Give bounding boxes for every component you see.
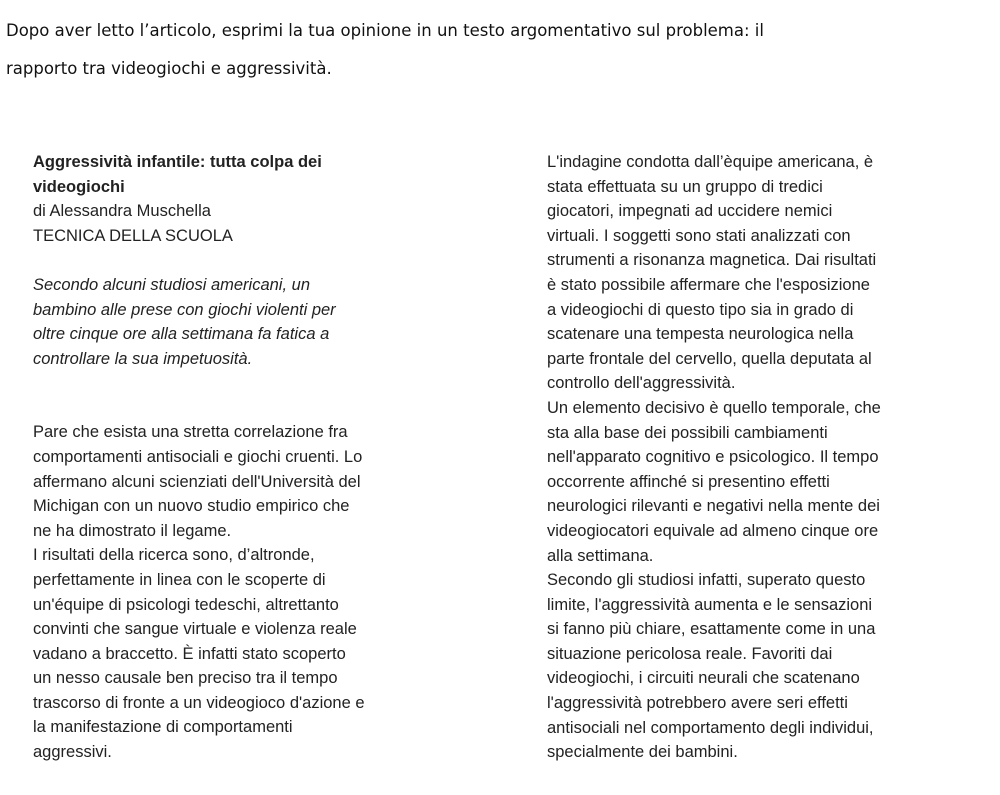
article-body-line: perfettamente in linea con le scoperte di — [33, 570, 326, 589]
article-body-line: comportamenti antisociali e giochi cruenti. Lo — [33, 447, 363, 466]
article-body-line: specialmente dei bambini. — [547, 743, 738, 762]
article-body-line: a videogiochi di questo tipo sia in grado di — [547, 300, 854, 319]
article-body-line: antisociali nel comportamento degli individui, — [547, 718, 874, 737]
article-body-line: videogiocatori equivale ad almeno cinque ore — [547, 521, 879, 540]
article-body-line: vadano a braccetto. È infatti stato scoperto — [33, 644, 346, 663]
article-body-line: giocatori, impegnati ad uccidere nemici — [547, 202, 833, 221]
article-body-line: parte frontale del cervello, quella deputata al — [547, 349, 872, 368]
article-body-line: controllo dell'aggressività. — [547, 374, 736, 393]
article-body-line: virtuali. I soggetti sono stati analizzati con — [547, 226, 851, 245]
article-body-line: aggressivi. — [33, 743, 112, 762]
article-body-line: strumenti a risonanza magnetica. Dai risultati — [547, 251, 877, 270]
instruction-line: Dopo aver letto l’articolo, esprimi la tua opinione in un testo argomentativo sul problema: il — [6, 21, 764, 40]
article-author: di Alessandra Muschella — [33, 202, 211, 221]
article-body-line: convinti che sangue virtuale e violenza reale — [33, 620, 357, 639]
article-body-line: Michigan con un nuovo studio empirico che — [33, 497, 350, 516]
article-lead-line: oltre cinque ore alla settimana fa fatica a — [33, 325, 330, 344]
article-body-line: un'équipe di psicologi tedeschi, altrettanto — [33, 595, 339, 614]
article-body-line: sta alla base dei possibili cambiamenti — [547, 423, 828, 442]
article-lead-line: bambino alle prese con giochi violenti per — [33, 300, 336, 319]
article-right-column — [547, 150, 997, 765]
article-body-line: L'indagine condotta dall’èquipe americana, è — [547, 153, 874, 171]
article-body-line: occorrente affinché si presentino effetti — [547, 472, 830, 491]
article-source: TECNICA DELLA SCUOLA — [33, 226, 233, 245]
article-body-line: I risultati della ricerca sono, d’altronde, — [33, 546, 315, 565]
article-body-line: Un elemento decisivo è quello temporale, che — [547, 398, 881, 417]
article-body-line: stata effettuata su un gruppo di tredici — [547, 177, 823, 196]
article-title — [33, 150, 513, 199]
article-body-line: Secondo gli studiosi infatti, superato questo — [547, 571, 866, 590]
article-body-line: ne ha dimostrato il legame. — [33, 521, 232, 540]
article-body-line: la manifestazione di comportamenti — [33, 718, 293, 737]
spacer — [33, 371, 513, 420]
article-body-line: nell'apparato cognitivo e psicologico. Il tempo — [547, 448, 879, 467]
article-body-left — [33, 420, 513, 764]
article-body-line: videogiochi, i circuiti neurali che scatenano — [547, 669, 860, 688]
article-body-line: si fanno più chiare, esattamente come in una — [547, 620, 876, 639]
article-lead-line: Secondo alcuni studiosi americani, un — [33, 275, 310, 294]
spacer — [33, 248, 513, 273]
article-body-line: è stato possibile affermare che l'esposizione — [547, 275, 870, 294]
article-body-line: Pare che esista una stretta correlazione fra — [33, 423, 348, 442]
article-body-line: scatenare una tempesta neurologica nella — [547, 325, 854, 344]
article-lead-line: controllare la sua impetuosità. — [33, 349, 253, 368]
article-image — [33, 150, 993, 790]
instruction-line: rapporto tra videogiochi e aggressività. — [6, 59, 332, 78]
article-left-column — [33, 150, 513, 765]
assignment-instruction — [6, 12, 991, 88]
article-body-line: alla settimana. — [547, 546, 654, 565]
article-body-line: l'aggressività potrebbero avere seri effetti — [547, 694, 848, 713]
article-body-line: un nesso causale ben preciso tra il tempo — [33, 669, 338, 688]
article-body-line: neurologici rilevanti e negativi nella mente dei — [547, 497, 880, 516]
article-body-line: limite, l'aggressività aumenta e le sensazioni — [547, 595, 873, 614]
article-lead — [33, 273, 513, 371]
article-body-line: affermano alcuni scienziati dell'Università del — [33, 472, 361, 491]
article-body-line: trascorso di fronte a un videogioco d'azione e — [33, 693, 365, 712]
article-body-line: situazione pericolosa reale. Favoriti dai — [547, 644, 833, 663]
article-title-line: Aggressività infantile: tutta colpa dei — [33, 153, 322, 171]
article-title-line: videogiochi — [33, 177, 125, 196]
